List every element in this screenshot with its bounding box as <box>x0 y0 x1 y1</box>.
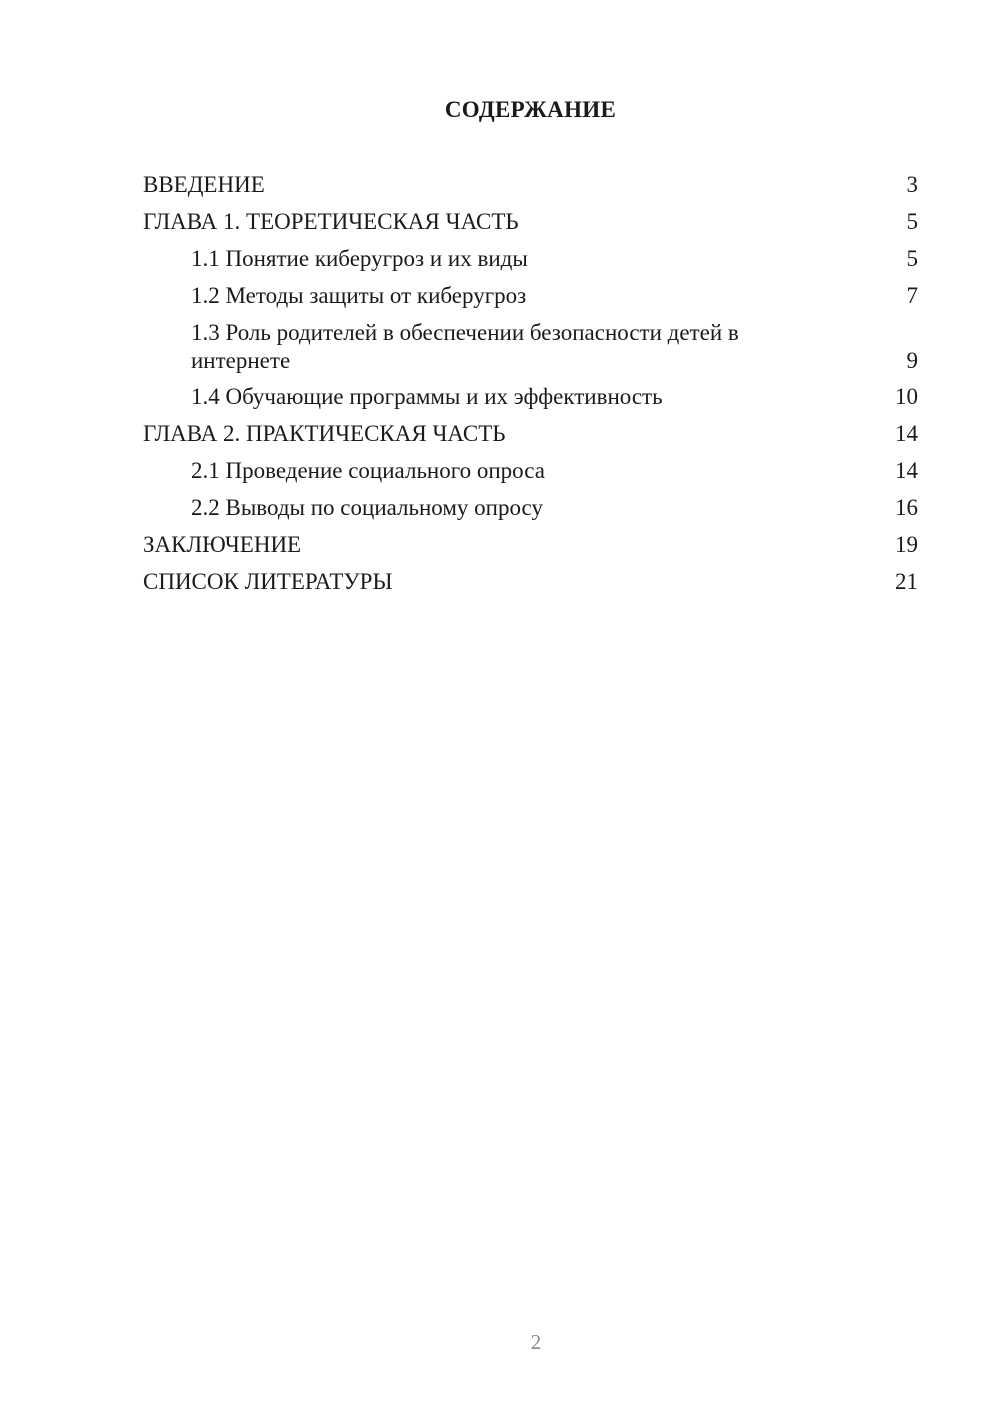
toc-entry-section-1-3[interactable] <box>143 316 918 380</box>
page-title: СОДЕРЖАНИЕ <box>444 97 617 122</box>
toc-entry-page: 10 <box>895 384 918 409</box>
toc-entry-section-2-2[interactable] <box>143 491 918 528</box>
toc-entry-section-2-1[interactable] <box>143 454 918 491</box>
toc-entry-label: 2.2 Выводы по социальному опросу <box>191 495 543 520</box>
toc-entry-label: ГЛАВА 2. ПРАКТИЧЕСКАЯ ЧАСТЬ <box>143 421 506 446</box>
toc-entry-references[interactable] <box>143 565 918 602</box>
toc-entry-section-1-1[interactable] <box>143 242 918 279</box>
toc-entry-page: 3 <box>906 172 918 197</box>
toc-entry-conclusion[interactable] <box>143 528 918 565</box>
toc-entry-page: 16 <box>895 495 918 520</box>
toc-entry-label: ГЛАВА 1. ТЕОРЕТИЧЕСКАЯ ЧАСТЬ <box>143 209 519 234</box>
toc-entry-section-1-2[interactable] <box>143 279 918 316</box>
toc-entry-introduction[interactable] <box>143 168 918 205</box>
toc-entry-label: СПИСОК ЛИТЕРАТУРЫ <box>143 569 393 594</box>
toc-entry-page: 7 <box>906 283 918 308</box>
toc-entry-label: 1.3 Роль родителей в обеспечении безопасности детей в интернете <box>191 320 739 373</box>
toc-entry-label: 2.1 Проведение социального опроса <box>191 458 545 483</box>
toc-entry-label: 1.4 Обучающие программы и их эффективность <box>191 384 663 409</box>
table-of-contents <box>143 168 918 602</box>
toc-entry-chapter-2[interactable] <box>143 417 918 454</box>
toc-entry-label: 1.1 Понятие киберугроз и их виды <box>191 246 528 271</box>
toc-entry-chapter-1[interactable] <box>143 205 918 242</box>
toc-entry-page: 14 <box>895 458 918 483</box>
toc-entry-page: 21 <box>895 569 918 594</box>
toc-entry-page: 5 <box>906 209 918 234</box>
toc-entry-page: 19 <box>895 532 918 557</box>
toc-entry-label: 1.2 Методы защиты от киберугроз <box>191 283 527 308</box>
toc-entry-label: ЗАКЛЮЧЕНИЕ <box>143 532 302 557</box>
toc-entry-page: 14 <box>895 421 918 446</box>
toc-entry-section-1-4[interactable] <box>143 380 918 417</box>
toc-entry-label: ВВЕДЕНИЕ <box>143 172 265 197</box>
page-number: 2 <box>530 1330 542 1354</box>
toc-entry-page: 5 <box>906 246 918 271</box>
toc-entry-page: 9 <box>906 347 918 373</box>
